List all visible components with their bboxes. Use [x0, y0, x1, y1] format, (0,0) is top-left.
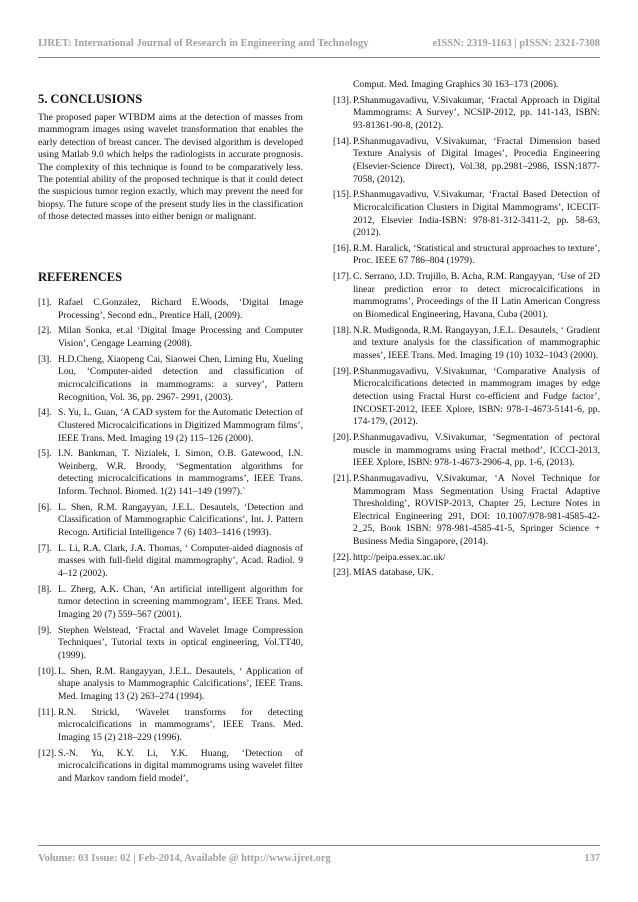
- reference-item: [333, 552, 600, 565]
- reference-text: L. Shen, R.M. Rangayyan, J.E.L. Desautels, ‘Detection and Classification of Mammographic Calcifications’, Int. J. Pattern Recogn. Artificial Intelligence 7 (6) 1403–1416 (1993).: [58, 501, 303, 539]
- reference-number: [7].: [38, 542, 52, 554]
- reference-text: Rafael C.Gonzalez, Richard E.Woods, ‘Digital Image Processing’, Second edn., Prentice Hall, (2009).: [58, 297, 303, 321]
- reference-text: R.N. Strickl, ‘Wavelet transforms for detecting microcalcifications in mammograms’, IEEE Trans. Med. Imaging 15 (2) 218–229 (1996).: [58, 706, 303, 743]
- reference-text: L. Shen, R.M. Rangayyan, J.E.L. Desautels, ‘ Application of shape analysis to Mammographic Calcifications’, IEEE Trans. Med. Imaging 13 (2) 263–274 (1994).: [58, 665, 303, 702]
- reference-item: [333, 243, 600, 268]
- reference-text: N.R. Mudigonda, R.M. Rangayyan, J.E.L. Desautels, ‘ Gradient and texture analysis for the classification of mammographic masses’, IEEE Trans. Med. Imaging 19 (10) 1032–1043 (2000).: [353, 324, 600, 361]
- reference-text: L. Li, R.A. Clark, J.A. Thomas, ‘ Computer-aided diagnosis of masses with full-field digital mammography’, Acad. Radiol. 9 4–12 (2002).: [58, 542, 303, 579]
- reference-number: [16].: [333, 242, 352, 254]
- reference-number: [19].: [333, 365, 352, 377]
- reference-item: [38, 543, 303, 581]
- reference-item: [333, 432, 600, 470]
- reference-item: [333, 189, 600, 239]
- reference-number: [18].: [333, 324, 352, 336]
- reference-text: MIAS database, UK.: [353, 567, 434, 579]
- reference-text: H.D.Cheng, Xiaopeng Cai, Siaowei Chen, Liming Hu, Xueling Lou, ‘Computer-aided detection and classification of microcalcifications in mammograms: a survey’, Pattern Recognition, Vol. 36, pp. 2967- 2991, (2003).: [58, 353, 303, 403]
- references-list-right: [333, 79, 600, 583]
- header-rule: [38, 57, 600, 58]
- reference-text: P.Shanmugavadivu, V.Sivakumar, ‘A Novel Technique for Mammogram Mass Segmentation Using Fractal Adaptive Thresholding’, ROVISP-2013, Chapter 25, Lecture Notes in Electrical Engineering 291, DOI: 10.1007/978-981-4585-42-2_25, Book ISBN: 978-981-4585-41-5, Springer Science + Business Media Singapore, (2014).: [353, 472, 600, 547]
- reference-text: P.Shanmugavadivu, V.Sivakumar, ‘Fractal Approach in Digital Mammograms: A Survey’, NCSIP-2012, pp. 141-143, ISBN: 93-81361-90-8, (2012).: [353, 94, 600, 131]
- reference-number: [15].: [333, 189, 352, 201]
- reference-item: [333, 136, 600, 186]
- reference-item: [38, 297, 303, 322]
- footer-rule: [38, 845, 600, 846]
- reference-item: [38, 748, 303, 786]
- reference-item: [333, 271, 600, 321]
- issn-info: eISSN: 2319-1163 | pISSN: 2321-7308: [432, 38, 600, 49]
- reference-item: [38, 707, 303, 745]
- reference-text: L. Zherg, A.K. Chan, ‘An artificial intelligent algorithm for tumor detection in screening mammogram’, IEEE Trans. Med. Imaging 20 (7) 559–567 (2001).: [58, 583, 303, 620]
- reference-item: [38, 625, 303, 663]
- reference-continuation: Comput. Med. Imaging Graphics 30 163–173 (2006).: [353, 79, 559, 90]
- reference-number: [2].: [38, 325, 52, 337]
- reference-text: http://peipa.essex.ac.uk/: [353, 551, 446, 563]
- reference-text: S.-N. Yu, K.Y. Li, Y.K. Huang, ‘Detection of microcalcifications in digital mammograms using wavelet filter and Markov random field model’,: [58, 747, 303, 784]
- reference-number: [22].: [333, 551, 352, 563]
- reference-number: [17].: [333, 271, 352, 283]
- reference-text: P.Shanmugavadivu, V.Sivakumar, ‘Segmentation of pectoral muscle in mammograms using Fractal method’, ICCCI-2013, IEEE Xplore, ISBN: 978-1-4673-2906-4, pp. 1-6, (2013).: [353, 431, 600, 469]
- references-heading: REFERENCES: [38, 270, 123, 284]
- journal-title: IJRET: International Journal of Research in Engineering and Technology: [38, 38, 369, 49]
- conclusions-heading: 5. CONCLUSIONS: [38, 92, 143, 106]
- reference-text: P.Shanmugavadivu, V.Sivakumar, ‘Fractal Dimension based Texture Analysis of Digital Images’, Procedia Engineering (Elsevier-Science Direct), Vol.38, pp.2981–2986, ISSN:1877-7058, (2012).: [353, 135, 600, 185]
- reference-number: [6].: [38, 501, 52, 513]
- reference-item: [333, 366, 600, 429]
- page-header: [38, 38, 600, 49]
- reference-item: [38, 584, 303, 622]
- reference-number: [20].: [333, 431, 352, 443]
- footer-volume-info: Volume: 03 Issue: 02 | Feb-2014, Available @ http://www.ijret.org: [38, 853, 331, 864]
- reference-number: [13].: [333, 94, 352, 106]
- reference-text: S. Yu, L. Guan, ‘A CAD system for the Automatic Detection of Clustered Microcalcifications in Digitized Mammogram films’, IEEE Trans. Med. Imaging 19 (2) 115–126 (2000).: [58, 407, 303, 444]
- reference-number: [4].: [38, 407, 52, 419]
- reference-item: [333, 95, 600, 133]
- reference-number: [8].: [38, 583, 52, 595]
- reference-item: [38, 325, 303, 350]
- reference-item: [333, 567, 600, 580]
- reference-item: [38, 502, 303, 540]
- page-footer: [38, 853, 600, 864]
- reference-text: I.N. Bankman, T. Nizialek, I. Simon, O.B. Gatewood, I.N. Weinberg, W.R. Broody, ‘Segmentation algorithms for detecting microcalcifications in mammograms’, IEEE Trans. Inform. Technol. Biomed. 1(2) 141–149 (1997).`: [58, 448, 303, 498]
- reference-item: [333, 325, 600, 363]
- reference-text: Milan Sonka, et.al ‘Digital Image Processing and Computer Vision’, Cengage Learning (2008).: [58, 325, 303, 349]
- reference-text: R.M. Haralick, ‘Statistical and structural approaches to texture’, Proc. IEEE 67 786–804 (1979).: [353, 242, 600, 267]
- reference-number: [10].: [38, 665, 57, 677]
- reference-text: C. Serrano, J.D. Trujillo, B. Acha, R.M. Rangayyan, ‘Use of 2D linear prediction error to detect microcalcifications in mammograms’, Proceedings of the II Latin American Congress on Biomedical Engineering, Havana, Cuba (2001).: [353, 271, 600, 321]
- reference-text: Stephen Welstead, ‘Fractal and Wavelet Image Compression Techniques’, Tutorial texts in optical engineering, Vol.TT40, (1999).: [58, 624, 303, 661]
- reference-number: [11].: [38, 706, 57, 718]
- reference-item: [38, 354, 303, 404]
- page-number: 137: [584, 853, 600, 864]
- reference-number: [3].: [38, 353, 52, 365]
- reference-text: P.Shanmugavadivu, V.Sivakumar, ‘Comparative Analysis of Microcalcifications detected in mammogram images by edge detection using Fractal Hurst co-efficient and Fudge factor’, INCOSET-2012, IEEE Xplore, ISBN: 978-1-4673-5141-6, pp. 174-179, (2012).: [353, 365, 600, 428]
- reference-number: [9].: [38, 624, 52, 636]
- reference-text: P.Shanmugavadivu, V.Sivakumar, ‘Fractal Based Detection of Microcalcification Clusters in Digital Mammograms’, ICECIT-2012, Elsevier India-ISBN: 978-81-312-3411-2, pp. 58-63, (2012).: [353, 189, 600, 239]
- reference-item: [38, 666, 303, 704]
- reference-number: [21].: [333, 472, 352, 484]
- reference-number: [1].: [38, 297, 52, 308]
- reference-number: [14].: [333, 135, 352, 147]
- reference-item: [333, 473, 600, 549]
- reference-number: [12].: [38, 747, 57, 759]
- reference-item: [38, 407, 303, 445]
- references-list-left: [38, 297, 303, 789]
- conclusions-paragraph: The proposed paper WTBDM aims at the detection of masses from mammogram images using wavelet transformation that enables the early detection of breast cancer. The devised algorithm is developed using Matlab 9.0 which helps the radiologists in accurate prognosis. The complexity of this technique is found to be comparatively less. The potential ability of the proposed technique is that it could detect the suspicious tumor region exactly, which may prevent the need for biopsy. The future scope of the present study lies in the classification of those detected masses into either benign or malignant.: [38, 112, 303, 223]
- reference-item: [38, 448, 303, 498]
- reference-number: [5].: [38, 448, 52, 460]
- reference-number: [23].: [333, 567, 352, 579]
